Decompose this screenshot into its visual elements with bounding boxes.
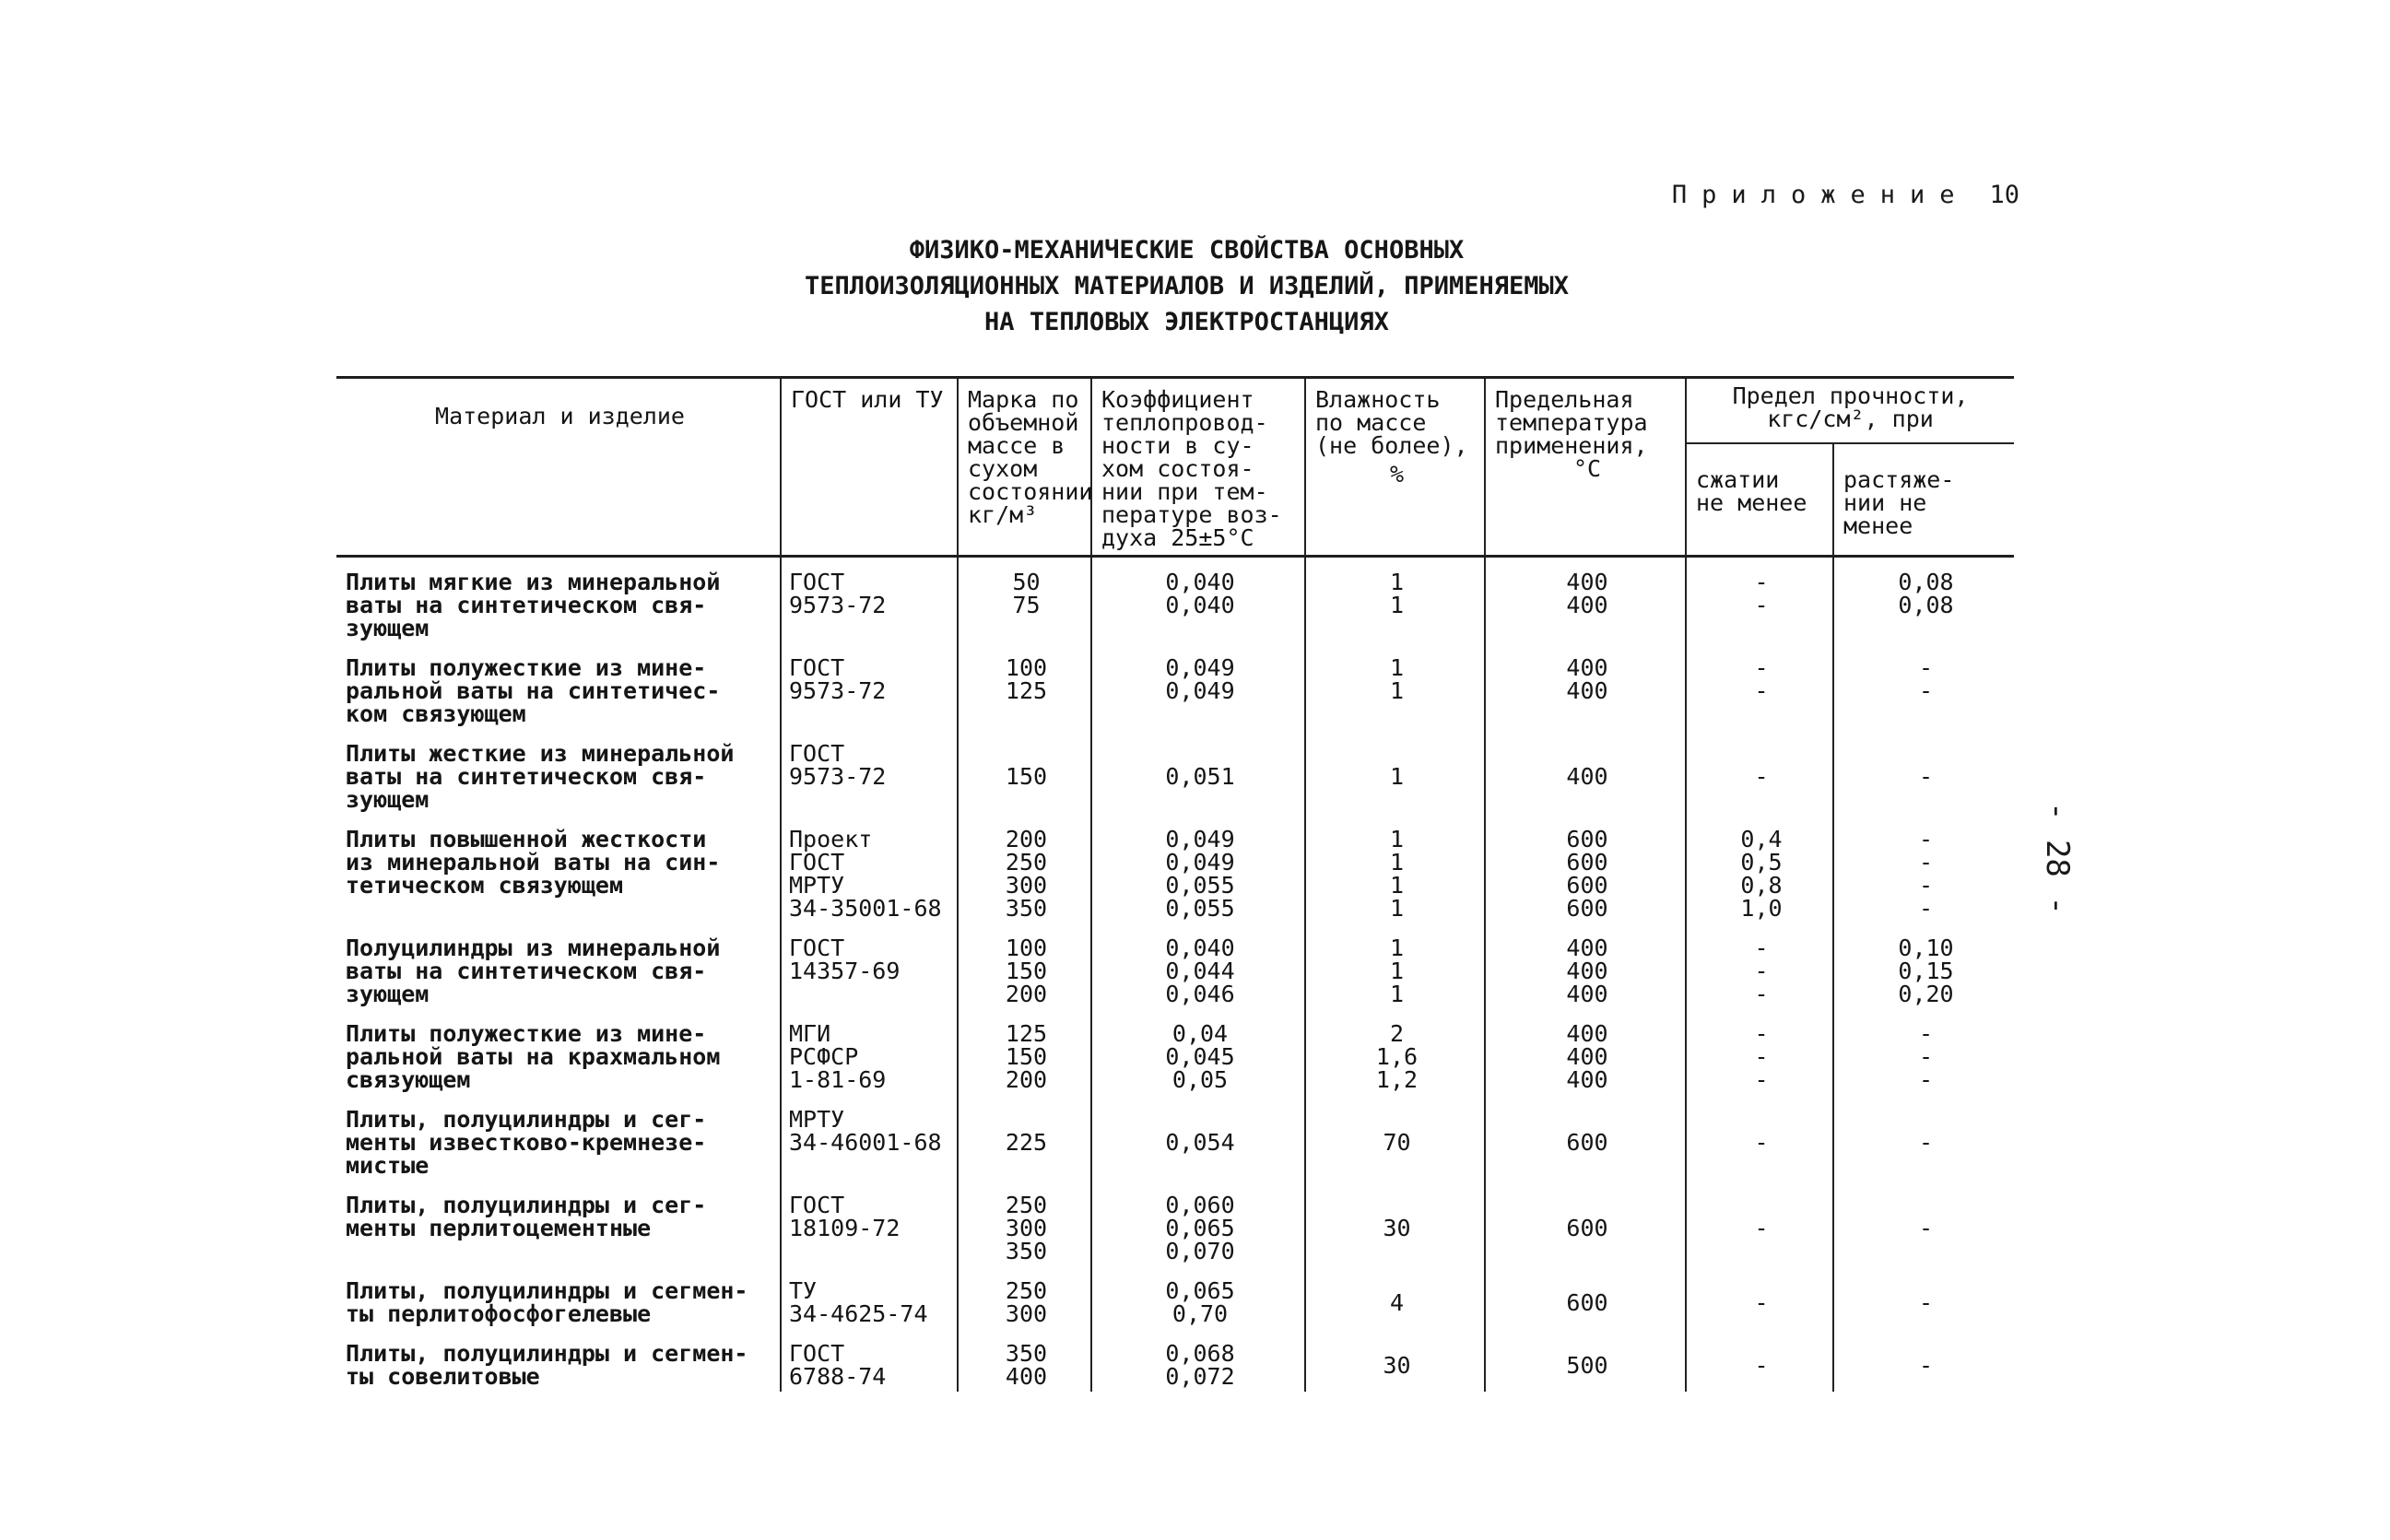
cell-line: - — [1918, 872, 1934, 899]
cell-line: 0,040 — [1165, 569, 1235, 595]
cell-mark — [958, 557, 1091, 644]
cell-line: - — [1754, 763, 1769, 790]
cell-line: 1 — [1389, 935, 1405, 961]
cell-line: 0,04 — [1171, 1020, 1229, 1047]
cell-line: 1,6 — [1375, 1043, 1419, 1070]
cell-line: 1 — [1389, 569, 1405, 595]
cell-line: 1 — [1389, 958, 1405, 984]
cell-temperature — [1485, 1329, 1686, 1392]
title-line: НА ТЕПЛОВЫХ ЭЛЕКТРОСТАНЦИЯХ — [984, 308, 1389, 336]
header-conductivity: Коэффициент теплопровод- ности в су- хом состоя- нии при тем- пературе воз- духа 25±5°С — [1091, 378, 1305, 557]
cell-line: 225 — [1005, 1129, 1048, 1156]
cell-conductivity — [1091, 1095, 1305, 1181]
cell-material — [336, 557, 781, 644]
cell-line: мистые — [346, 1152, 430, 1179]
cell-line: Плиты, полуцилиндры и сегмен- — [346, 1277, 748, 1304]
cell-line: - — [1918, 826, 1934, 852]
cell-line: - — [1918, 895, 1934, 922]
cell-line: 400 — [1566, 958, 1608, 984]
cell-conductivity — [1091, 1009, 1305, 1095]
cell-line: - — [1754, 958, 1769, 984]
cell-line: 0,08 — [1898, 592, 1954, 618]
cell-line: 1 — [1389, 895, 1405, 922]
cell-line: 34-46001-68 — [789, 1129, 942, 1156]
cell-humidity — [1305, 1095, 1485, 1181]
cell-line: 0,072 — [1165, 1363, 1235, 1390]
header-material: Материал и изделие — [336, 378, 781, 557]
cell-line: - — [1754, 1066, 1769, 1093]
cell-line: РСФСР — [789, 1043, 859, 1070]
header-mark: Марка по объемной массе в сухом состоянии кг/м³ — [958, 378, 1091, 557]
cell-line: 100 — [1005, 654, 1048, 681]
cell-gost — [781, 815, 958, 923]
cell-gost — [781, 1181, 958, 1266]
title-line: ТЕПЛОИЗОЛЯЦИОННЫХ МАТЕРИАЛОВ И ИЗДЕЛИЙ, ПРИМЕНЯЕМЫХ — [804, 272, 1570, 300]
cell-humidity — [1305, 643, 1485, 729]
cell-line: 250 — [1005, 1277, 1048, 1304]
cell-line: Плиты полужесткие из мине- — [346, 654, 707, 681]
cell-tension — [1833, 643, 2014, 729]
cell-line: Плиты мягкие из минеральной — [346, 569, 721, 595]
cell-line: 9573-72 — [789, 677, 887, 704]
cell-line: Плиты, полуцилиндры и сег- — [346, 1192, 707, 1218]
cell-temperature — [1485, 1095, 1686, 1181]
cell-conductivity — [1091, 923, 1305, 1009]
cell-line: Проект — [789, 826, 873, 852]
cell-line: - — [1918, 677, 1934, 704]
cell-line: менты известково-кремнезе- — [346, 1129, 707, 1156]
cell-gost — [781, 557, 958, 644]
cell-line: - — [1754, 1215, 1769, 1241]
cell-mark — [958, 1181, 1091, 1266]
cell-line: 0,065 — [1165, 1215, 1235, 1241]
cell-line: 150 — [1005, 763, 1048, 790]
header-humidity: Влажность по массе (не более), % — [1305, 378, 1485, 557]
cell-line: 400 — [1566, 654, 1608, 681]
cell-compression — [1686, 1009, 1833, 1095]
cell-line: - — [1754, 677, 1769, 704]
cell-line: 0,065 — [1165, 1277, 1235, 1304]
cell-line: 600 — [1566, 1215, 1608, 1241]
cell-tension — [1833, 923, 2014, 1009]
cell-line: - — [1754, 1020, 1769, 1047]
cell-line: 1 — [1389, 981, 1405, 1007]
cell-conductivity — [1091, 557, 1305, 644]
cell-gost — [781, 1009, 958, 1095]
appendix-number: 10 — [1989, 181, 2019, 209]
cell-line: 200 — [1005, 981, 1048, 1007]
cell-material — [336, 923, 781, 1009]
cell-compression — [1686, 815, 1833, 923]
cell-conductivity — [1091, 815, 1305, 923]
cell-line: - — [1754, 981, 1769, 1007]
cell-gost — [781, 923, 958, 1009]
cell-temperature — [1485, 643, 1686, 729]
cell-compression — [1686, 1266, 1833, 1329]
cell-line: 0,040 — [1165, 592, 1235, 618]
table-row — [336, 1266, 2014, 1329]
cell-line: 1 — [1389, 849, 1405, 876]
table-row — [336, 1009, 2014, 1095]
cell-line: ты перлитофосфогелевые — [346, 1300, 652, 1327]
cell-line: 400 — [1566, 592, 1608, 618]
cell-temperature — [1485, 1266, 1686, 1329]
cell-line: 0,8 — [1740, 872, 1783, 899]
cell-conductivity — [1091, 1181, 1305, 1266]
cell-line: 1 — [1389, 826, 1405, 852]
cell-line: 400 — [1005, 1363, 1048, 1390]
cell-compression — [1686, 1329, 1833, 1392]
cell-line: 200 — [1005, 1066, 1048, 1093]
cell-line: 1,2 — [1375, 1066, 1419, 1093]
cell-line: ГОСТ — [789, 740, 845, 767]
cell-line: 250 — [1005, 849, 1048, 876]
cell-line: из минеральной ваты на син- — [346, 849, 721, 876]
cell-line: МРТУ — [789, 872, 845, 899]
cell-line: 0,068 — [1165, 1340, 1235, 1367]
cell-line: - — [1918, 763, 1934, 790]
cell-line: - — [1918, 849, 1934, 876]
cell-gost — [781, 729, 958, 815]
cell-line: 0,70 — [1171, 1300, 1229, 1327]
cell-line: зующем — [346, 786, 430, 813]
cell-line: 0,08 — [1898, 569, 1954, 595]
cell-line: 600 — [1566, 849, 1608, 876]
cell-mark — [958, 1095, 1091, 1181]
cell-tension — [1833, 1329, 2014, 1392]
cell-compression — [1686, 1095, 1833, 1181]
header-temperature: Предельная температура применения, °С — [1485, 378, 1686, 557]
title-line: ФИЗИКО-МЕХАНИЧЕСКИЕ СВОЙСТВА ОСНОВНЫХ — [909, 236, 1465, 265]
cell-line: 1 — [1389, 592, 1405, 618]
properties-table — [336, 376, 2014, 1392]
cell-humidity — [1305, 729, 1485, 815]
cell-gost — [781, 643, 958, 729]
cell-line: ральной ваты на синтетичес- — [346, 677, 721, 704]
cell-line: 0,4 — [1740, 826, 1783, 852]
cell-line: 18109-72 — [789, 1215, 901, 1241]
cell-tension — [1833, 1009, 2014, 1095]
cell-line: 1 — [1389, 872, 1405, 899]
cell-line: 9573-72 — [789, 763, 887, 790]
cell-tension — [1833, 1095, 2014, 1181]
cell-tension — [1833, 557, 2014, 644]
cell-conductivity — [1091, 1266, 1305, 1329]
cell-line: МГИ — [789, 1020, 831, 1047]
cell-line: Плиты, полуцилиндры и сег- — [346, 1106, 707, 1133]
cell-line: 600 — [1566, 1129, 1608, 1156]
cell-line: 400 — [1566, 935, 1608, 961]
cell-line: - — [1754, 1129, 1769, 1156]
cell-line: 400 — [1566, 981, 1608, 1007]
cell-line: 150 — [1005, 958, 1048, 984]
cell-line: ГОСТ — [789, 935, 845, 961]
cell-line: 0,055 — [1165, 872, 1235, 899]
cell-line: 34-4625-74 — [789, 1300, 928, 1327]
cell-line: 0,15 — [1898, 958, 1954, 984]
cell-line: 0,045 — [1165, 1043, 1235, 1070]
cell-temperature — [1485, 1181, 1686, 1266]
cell-line: 0,040 — [1165, 935, 1235, 961]
cell-line: ТУ — [789, 1277, 818, 1304]
cell-line: 0,044 — [1165, 958, 1235, 984]
cell-line: ГОСТ — [789, 569, 845, 595]
cell-line: 400 — [1566, 1066, 1608, 1093]
cell-tension — [1833, 815, 2014, 923]
cell-gost — [781, 1095, 958, 1181]
cell-line: 1-81-69 — [789, 1066, 887, 1093]
cell-line: 0,046 — [1165, 981, 1235, 1007]
cell-line: 1 — [1389, 763, 1405, 790]
cell-mark — [958, 1329, 1091, 1392]
cell-humidity — [1305, 923, 1485, 1009]
cell-gost — [781, 1266, 958, 1329]
cell-line: 0,049 — [1165, 849, 1235, 876]
cell-conductivity — [1091, 643, 1305, 729]
cell-line: - — [1754, 935, 1769, 961]
cell-compression — [1686, 557, 1833, 644]
header-compression: сжатии не менее — [1686, 443, 1833, 556]
cell-compression — [1686, 729, 1833, 815]
cell-compression — [1686, 923, 1833, 1009]
cell-mark — [958, 643, 1091, 729]
cell-line: ральной ваты на крахмальном — [346, 1043, 721, 1070]
cell-line: 50 — [1012, 569, 1041, 595]
document-title — [701, 232, 1673, 340]
cell-line: 70 — [1383, 1129, 1411, 1156]
table-row — [336, 643, 2014, 729]
cell-line: 125 — [1005, 677, 1048, 704]
cell-line: - — [1754, 1351, 1769, 1379]
cell-line: 1,0 — [1740, 895, 1783, 922]
cell-line: 75 — [1012, 592, 1041, 618]
table-row — [336, 557, 2014, 644]
table-row — [336, 1329, 2014, 1392]
cell-line: 0,060 — [1165, 1192, 1235, 1218]
cell-line: 500 — [1566, 1351, 1608, 1379]
cell-line: ГОСТ — [789, 654, 845, 681]
cell-material — [336, 1009, 781, 1095]
cell-line: 250 — [1005, 1192, 1048, 1218]
cell-line: - — [1754, 1288, 1769, 1316]
cell-line: 400 — [1566, 1043, 1608, 1070]
cell-line: зующем — [346, 981, 430, 1007]
cell-line: - — [1754, 592, 1769, 618]
cell-line: МРТУ — [789, 1106, 845, 1133]
cell-line: - — [1918, 654, 1934, 681]
cell-material — [336, 1266, 781, 1329]
cell-line: 125 — [1005, 1020, 1048, 1047]
cell-line: ты совелитовые — [346, 1363, 540, 1390]
cell-line: 350 — [1005, 895, 1048, 922]
cell-line: ГОСТ — [789, 1192, 845, 1218]
cell-humidity — [1305, 1181, 1485, 1266]
cell-line: 30 — [1383, 1215, 1411, 1241]
cell-temperature — [1485, 923, 1686, 1009]
cell-humidity — [1305, 1329, 1485, 1392]
cell-gost — [781, 1329, 958, 1392]
cell-line: 14357-69 — [789, 958, 901, 984]
header-tension: растяже- нии не менее — [1833, 443, 2014, 556]
cell-line: 100 — [1005, 935, 1048, 961]
cell-line: - — [1754, 569, 1769, 595]
cell-material — [336, 1181, 781, 1266]
cell-humidity — [1305, 557, 1485, 644]
cell-line: 600 — [1566, 872, 1608, 899]
cell-line: 0,049 — [1165, 826, 1235, 852]
cell-humidity — [1305, 1009, 1485, 1095]
cell-line: зующем — [346, 615, 430, 641]
header-gost: ГОСТ или ТУ — [781, 378, 958, 557]
cell-line: 400 — [1566, 677, 1608, 704]
cell-line: Плиты полужесткие из мине- — [346, 1020, 707, 1047]
cell-line: ком связующем — [346, 700, 526, 727]
cell-line: 0,070 — [1165, 1238, 1235, 1264]
cell-line: 0,049 — [1165, 677, 1235, 704]
appendix-label: Приложение 10 — [1671, 181, 2019, 209]
cell-line: - — [1918, 1043, 1934, 1070]
cell-line: Плиты жесткие из минеральной — [346, 740, 735, 767]
cell-line: 2 — [1389, 1020, 1405, 1047]
cell-mark — [958, 1009, 1091, 1095]
cell-material — [336, 1329, 781, 1392]
cell-material — [336, 815, 781, 923]
cell-material — [336, 729, 781, 815]
cell-line: Плиты, полуцилиндры и сегмен- — [346, 1340, 748, 1367]
cell-line: 34-35001-68 — [789, 895, 942, 922]
cell-line: 150 — [1005, 1043, 1048, 1070]
cell-compression — [1686, 643, 1833, 729]
table-row — [336, 923, 2014, 1009]
cell-line: тетическом связующем — [346, 872, 624, 899]
cell-conductivity — [1091, 1329, 1305, 1392]
cell-line: - — [1918, 1066, 1934, 1093]
cell-humidity — [1305, 815, 1485, 923]
cell-line: 600 — [1566, 1288, 1608, 1316]
cell-line: 4 — [1389, 1288, 1405, 1316]
cell-line: 400 — [1566, 763, 1608, 790]
cell-line: - — [1918, 1129, 1934, 1156]
cell-line: - — [1754, 1043, 1769, 1070]
cell-line: - — [1918, 1020, 1934, 1047]
table-row — [336, 815, 2014, 923]
cell-line: 400 — [1566, 569, 1608, 595]
cell-mark — [958, 815, 1091, 923]
cell-line: 300 — [1005, 1215, 1048, 1241]
cell-line: - — [1918, 1288, 1934, 1316]
header-strength-group: Предел прочности, кгс/см², при — [1686, 378, 2014, 444]
cell-mark — [958, 1266, 1091, 1329]
cell-line: 0,10 — [1898, 935, 1954, 961]
cell-line: 1 — [1389, 677, 1405, 704]
table-row — [336, 1181, 2014, 1266]
cell-line: 9573-72 — [789, 592, 887, 618]
cell-line: 0,049 — [1165, 654, 1235, 681]
cell-line: 1 — [1389, 654, 1405, 681]
cell-tension — [1833, 1181, 2014, 1266]
cell-line: ГОСТ — [789, 849, 845, 876]
table-row — [336, 729, 2014, 815]
cell-line: 400 — [1566, 1020, 1608, 1047]
cell-line: 300 — [1005, 1300, 1048, 1327]
cell-line: 6788-74 — [789, 1363, 887, 1390]
cell-tension — [1833, 729, 2014, 815]
cell-line: 300 — [1005, 872, 1048, 899]
cell-mark — [958, 729, 1091, 815]
cell-line: 350 — [1005, 1340, 1048, 1367]
cell-line: 0,05 — [1171, 1066, 1229, 1093]
cell-line: 0,055 — [1165, 895, 1235, 922]
cell-line: 0,5 — [1740, 849, 1783, 876]
table-row — [336, 1095, 2014, 1181]
cell-line: 30 — [1383, 1351, 1411, 1379]
cell-material — [336, 643, 781, 729]
cell-compression — [1686, 1181, 1833, 1266]
cell-conductivity — [1091, 729, 1305, 815]
cell-line: 0,20 — [1898, 981, 1954, 1007]
cell-line: Полуцилиндры из минеральной — [346, 935, 721, 961]
cell-line: ваты на синтетическом свя- — [346, 763, 707, 790]
cell-line: 600 — [1566, 895, 1608, 922]
cell-mark — [958, 923, 1091, 1009]
cell-humidity — [1305, 1266, 1485, 1329]
cell-temperature — [1485, 557, 1686, 644]
cell-temperature — [1485, 815, 1686, 923]
cell-line: - — [1918, 1215, 1934, 1241]
cell-tension — [1833, 1266, 2014, 1329]
cell-line: - — [1754, 654, 1769, 681]
cell-line: ваты на синтетическом свя- — [346, 592, 707, 618]
cell-temperature — [1485, 1009, 1686, 1095]
page-number: - 28 - — [2039, 802, 2076, 915]
cell-line: Плиты повышенной жесткости — [346, 826, 707, 852]
cell-line: ГОСТ — [789, 1340, 845, 1367]
cell-material — [336, 1095, 781, 1181]
cell-line: 0,051 — [1165, 763, 1235, 790]
cell-line: 200 — [1005, 826, 1048, 852]
cell-line: менты перлитоцементные — [346, 1215, 652, 1241]
cell-line: связующем — [346, 1066, 471, 1093]
cell-line: ваты на синтетическом свя- — [346, 958, 707, 984]
cell-line: 350 — [1005, 1238, 1048, 1264]
cell-line: 600 — [1566, 826, 1608, 852]
cell-temperature — [1485, 729, 1686, 815]
cell-line: 0,054 — [1165, 1129, 1235, 1156]
cell-line: - — [1918, 1351, 1934, 1379]
